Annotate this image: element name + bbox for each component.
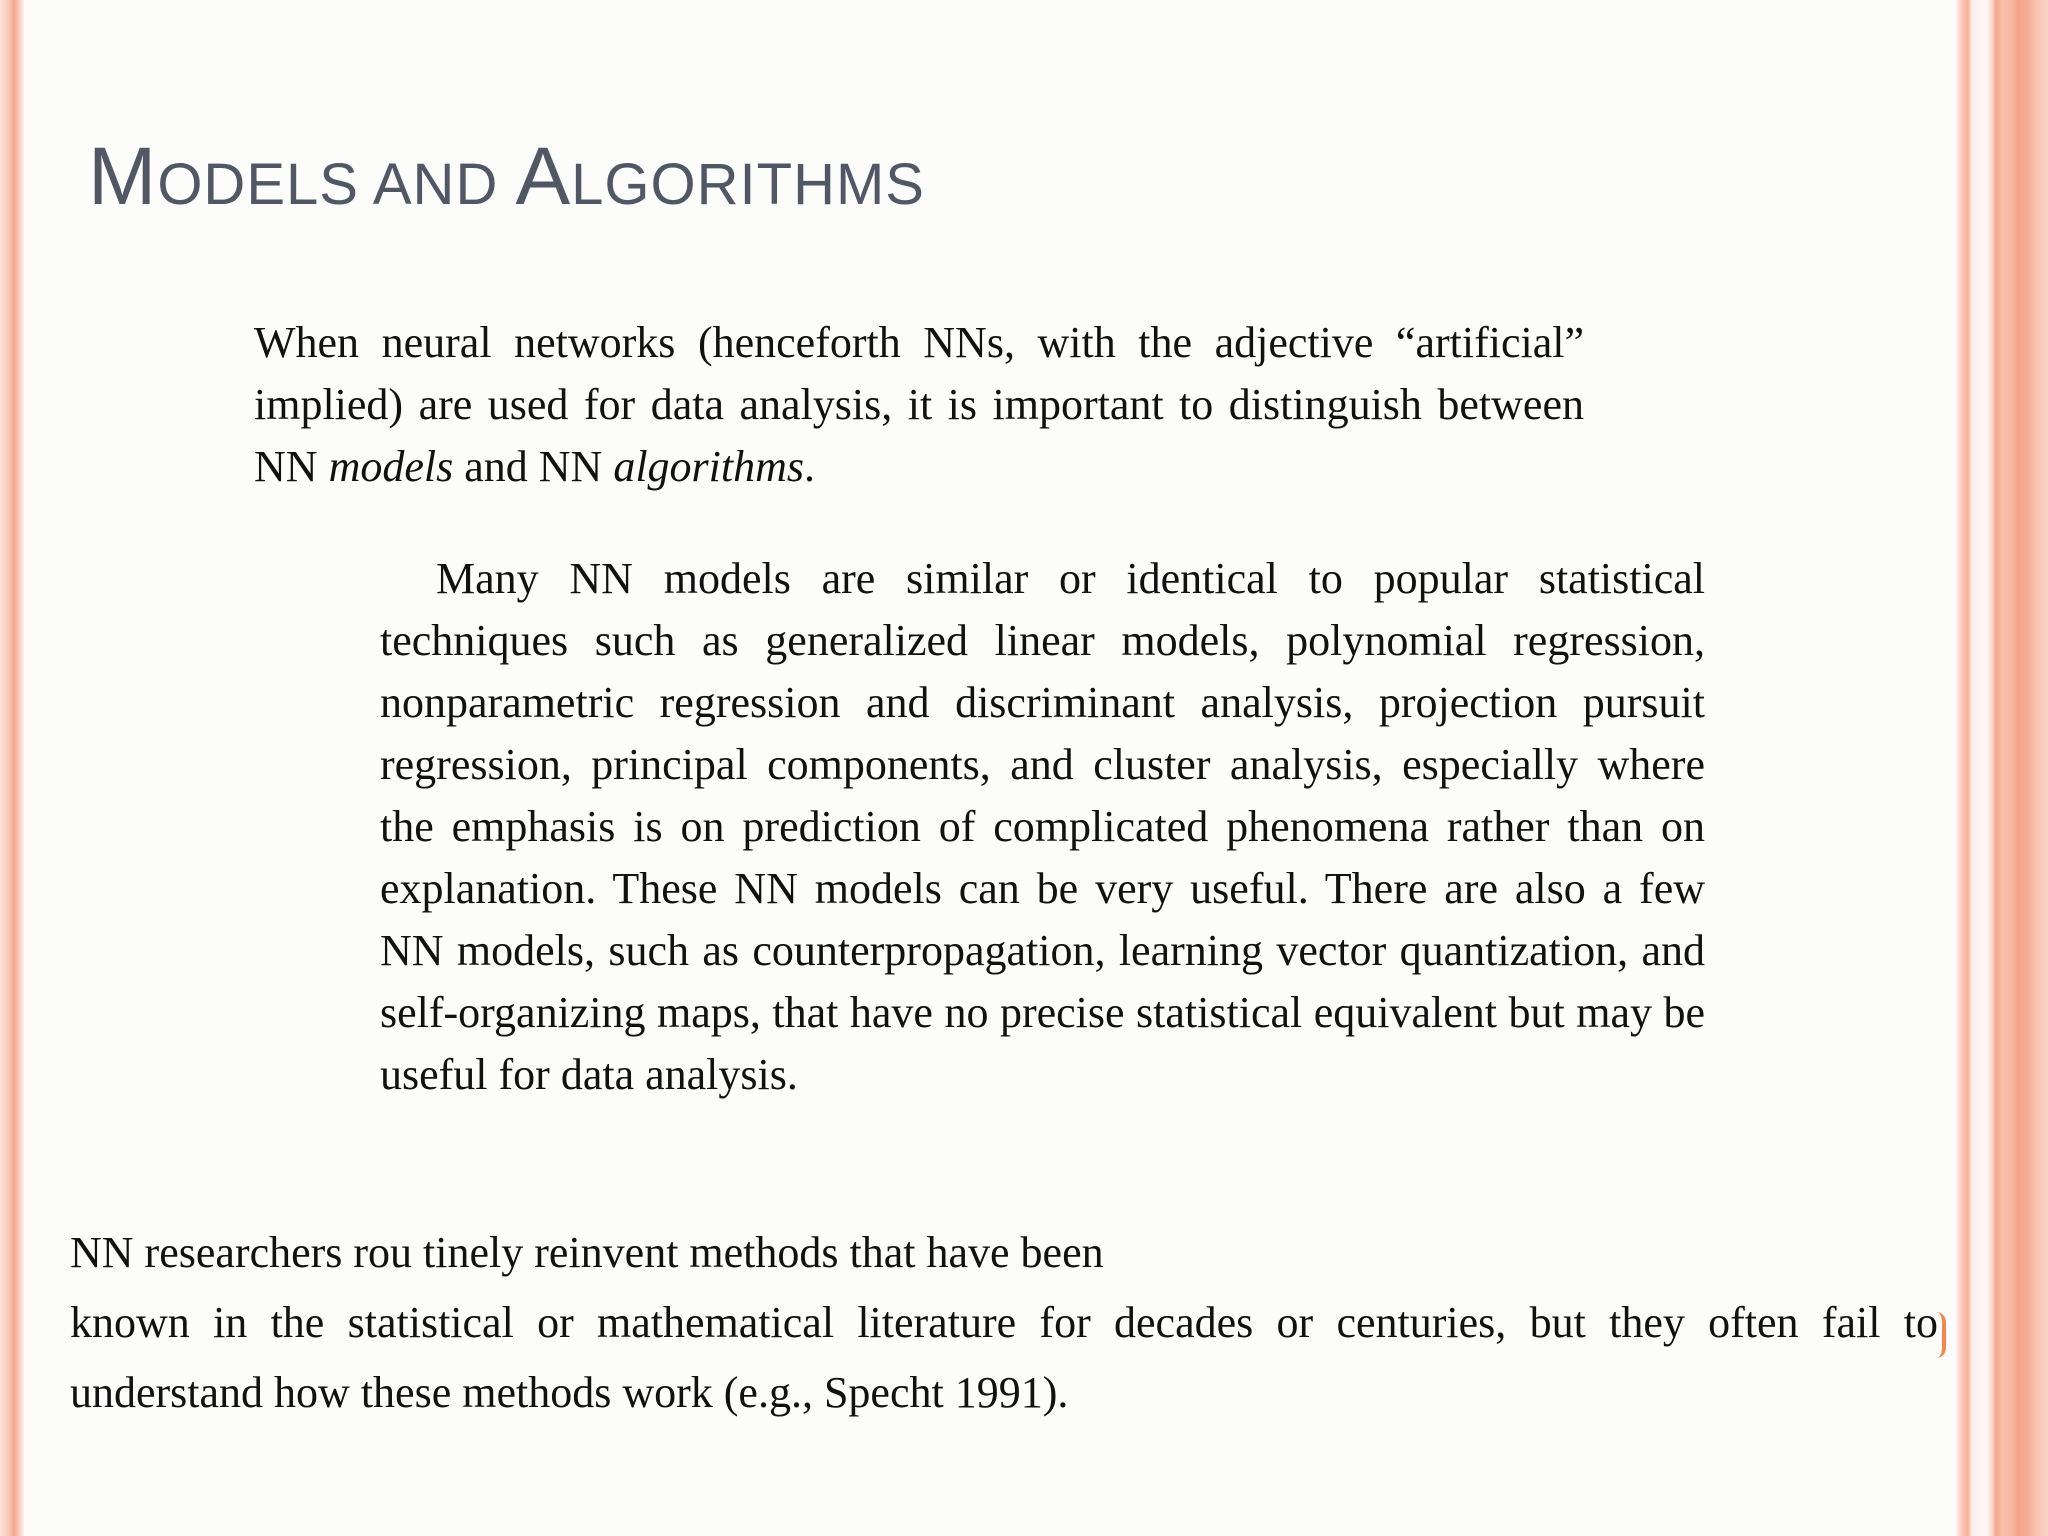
intro-paragraph: When neural networks (henceforth NNs, with the adjective “artificial” implied) are used for data analysis, it is important to distinguish between NN models and NN algorithms.	[254, 318, 1584, 491]
right-border-stripe	[1956, 0, 2048, 1536]
conclusion-first-line: NN researchers rou tinely reinvent methods that have been	[70, 1228, 1104, 1277]
slide-title: MODELS AND ALGORITHMS	[88, 131, 925, 222]
quote-paragraph: Many NN models are similar or identical to popular statistical techniques such as generalized linear models, polynomial regression, nonparametric regression and discriminant analysis, projection pursuit regression, principal components, and cluster analysis, especially where the emphasis is on prediction of complicated phenomena rather than on explanation. These NN models can be very useful. There are also a few NN models, such as counterpropagation, learning vector quantization, and self-organizing maps, that have no precise statistical equivalent but may be useful for data analysis.	[380, 554, 1705, 1099]
left-border-stripe	[0, 0, 24, 1536]
orange-bracket-mark	[1936, 1312, 1946, 1358]
conclusion-paragraph	[70, 1218, 1938, 1428]
conclusion-rest: known in the statistical or mathematical literature for decades or centuries, but they often fail to understand how these methods work (e.g., Specht 1991).	[70, 1298, 1938, 1417]
